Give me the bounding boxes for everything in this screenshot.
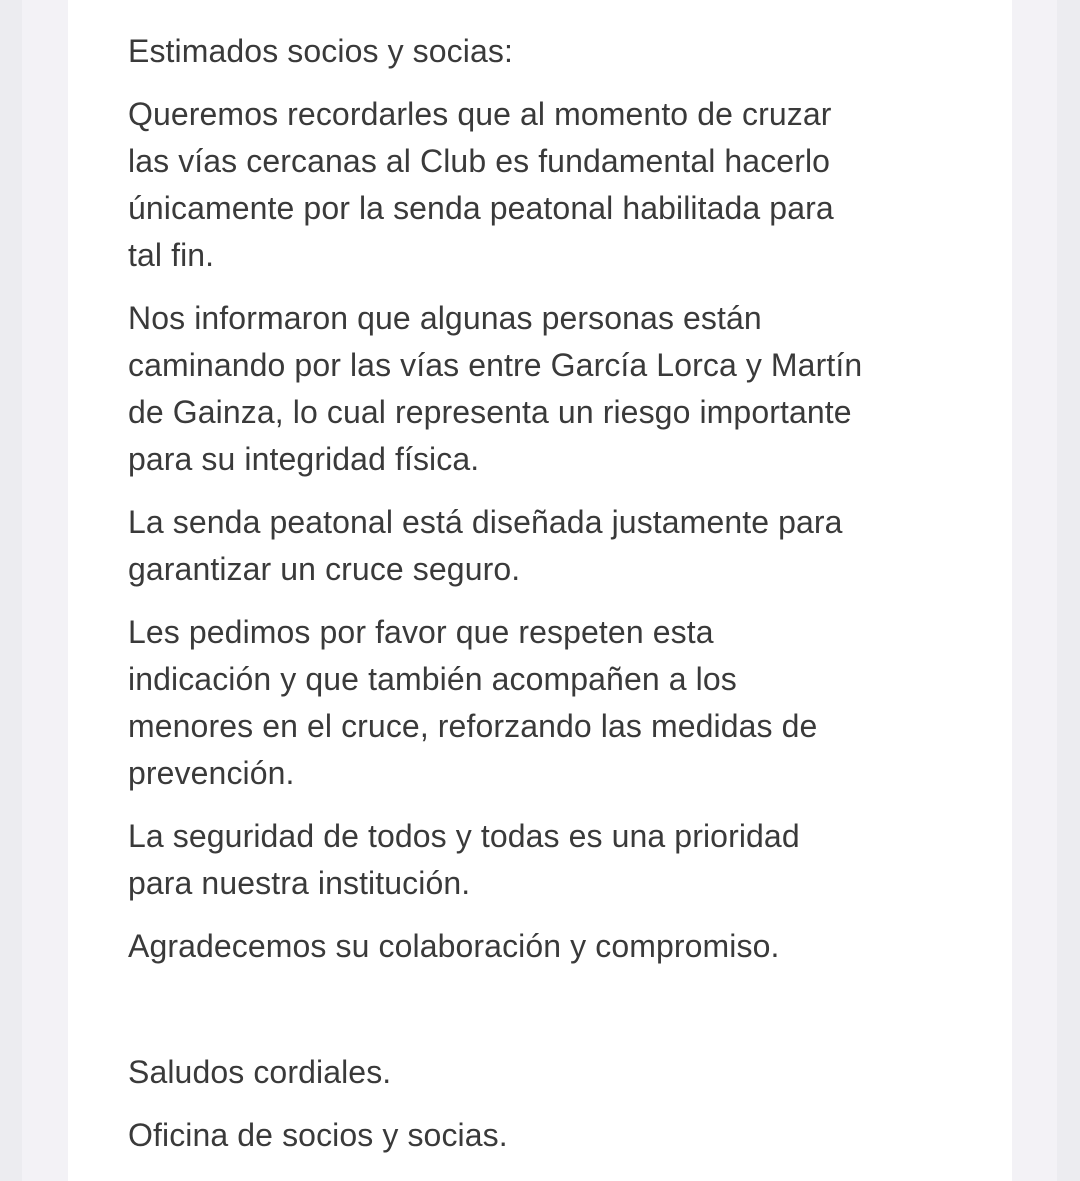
paragraph-line: prevención. [128, 755, 295, 791]
paragraph-line: La seguridad de todos y todas es una prioridad [128, 818, 800, 854]
signature: Oficina de socios y socias. [128, 1117, 508, 1153]
paragraph-line: menores en el cruce, reforzando las medidas de [128, 708, 818, 744]
paragraph-crossing-reminder [128, 91, 958, 279]
blank-line [128, 986, 958, 1049]
greeting: Estimados socios y socias: [128, 33, 513, 69]
paragraph-line: Nos informaron que algunas personas están [128, 300, 762, 336]
paragraph-line: únicamente por la senda peatonal habilitada para [128, 190, 834, 226]
paragraph-request [128, 609, 958, 797]
paragraph-line: tal fin. [128, 237, 215, 273]
paragraph-line: indicación y que también acompañen a los [128, 661, 737, 697]
paragraph-thanks: Agradecemos su colaboración y compromiso. [128, 928, 780, 964]
paragraph-safe-crossing [128, 499, 958, 593]
email-body [128, 28, 958, 1175]
paragraph-line: garantizar un cruce seguro. [128, 551, 521, 587]
paragraph-line: para su integridad física. [128, 441, 480, 477]
closing: Saludos cordiales. [128, 1054, 392, 1090]
paragraph-line: Queremos recordarles que al momento de cruzar [128, 96, 832, 132]
paragraph-line: para nuestra institución. [128, 865, 471, 901]
paragraph-line: La senda peatonal está diseñada justamente para [128, 504, 843, 540]
paragraph-line: las vías cercanas al Club es fundamental hacerlo [128, 143, 831, 179]
paragraph-line: caminando por las vías entre García Lorca y Martín [128, 347, 863, 383]
paragraph-priority [128, 813, 958, 907]
paragraph-line: de Gainza, lo cual representa un riesgo importante [128, 394, 852, 430]
paragraph-risk-report [128, 295, 958, 483]
paragraph-line: Les pedimos por favor que respeten esta [128, 614, 714, 650]
